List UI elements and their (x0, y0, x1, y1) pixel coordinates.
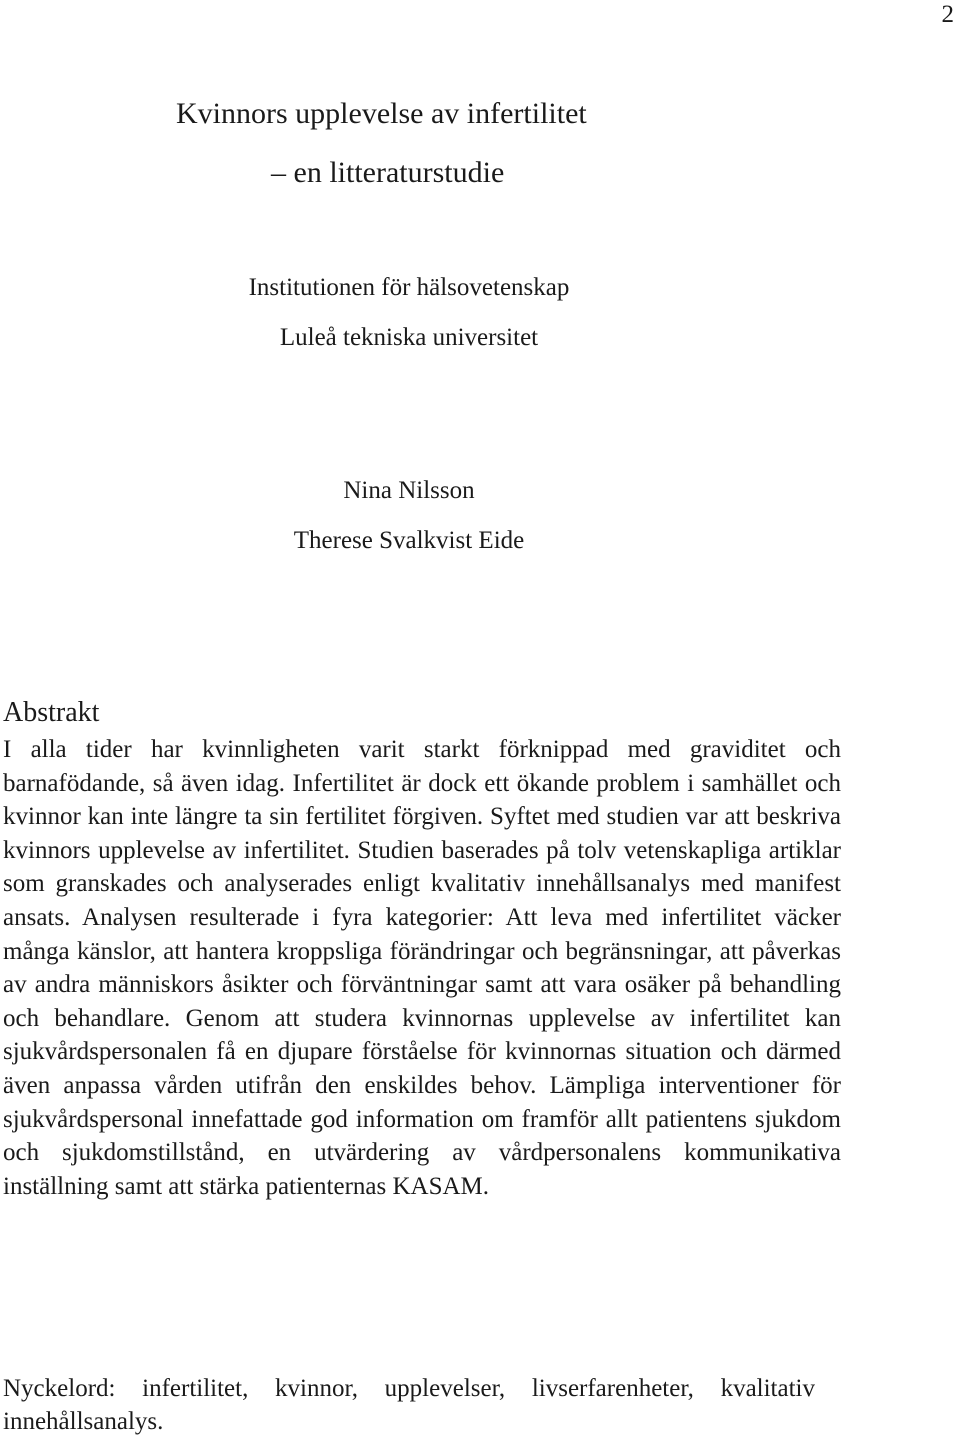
page-subtitle: – en litteraturstudie (271, 156, 505, 189)
abstract-body: I alla tider har kvinnligheten varit starkt förknippad med graviditet och barnafödande, så även idag. Infertilitet är dock ett ökande problem i samhället och kvinnor kan inte längre ta sin fertilitet förgiven. Syftet med studien var att beskriva kvinnors upplevelse av infertilitet. Studien baserades på tolv vetenskapliga artiklar som granskades och analyserades enligt kvalitativ innehållsanalys med manifest ansats. Analysen resulterade i fyra kategorier: Att leva med infertilitet väcker många känslor, att hantera kroppsliga förändringar och begränsningar, att påverkas av andra människors åsikter och förväntningar samt att vara osäker på behandling och behandlare. Genom att studera kvinnornas upplevelse av infertilitet kan sjukvårdspersonalen få en djupare förståelse för kvinnornas situation och därmed även anpassa vården utifrån den enskildes behov. Lämpliga interventioner för sjukvårdspersonal innefattade god information om framför allt patientens sjukdom och sjukdomstillstånd, en utvärdering av vårdpersonalens kommunikativa inställning samt att stärka patienternas KASAM. (3, 736, 841, 1200)
author-name: Therese Svalkvist Eide (293, 527, 525, 554)
department-name: Institutionen för hälsovetenskap (248, 274, 570, 301)
author-name: Nina Nilsson (343, 477, 475, 504)
university-name: Luleå tekniska universitet (279, 324, 539, 351)
keywords: Nyckelord: infertilitet, kvinnor, upplevelser, livserfarenheter, kvalitativ innehållsanalys. (3, 1375, 815, 1435)
page-title: Kvinnors upplevelse av infertilitet (176, 97, 587, 130)
page-number: 2 (941, 1, 954, 28)
abstract-heading: Abstrakt (3, 697, 100, 728)
